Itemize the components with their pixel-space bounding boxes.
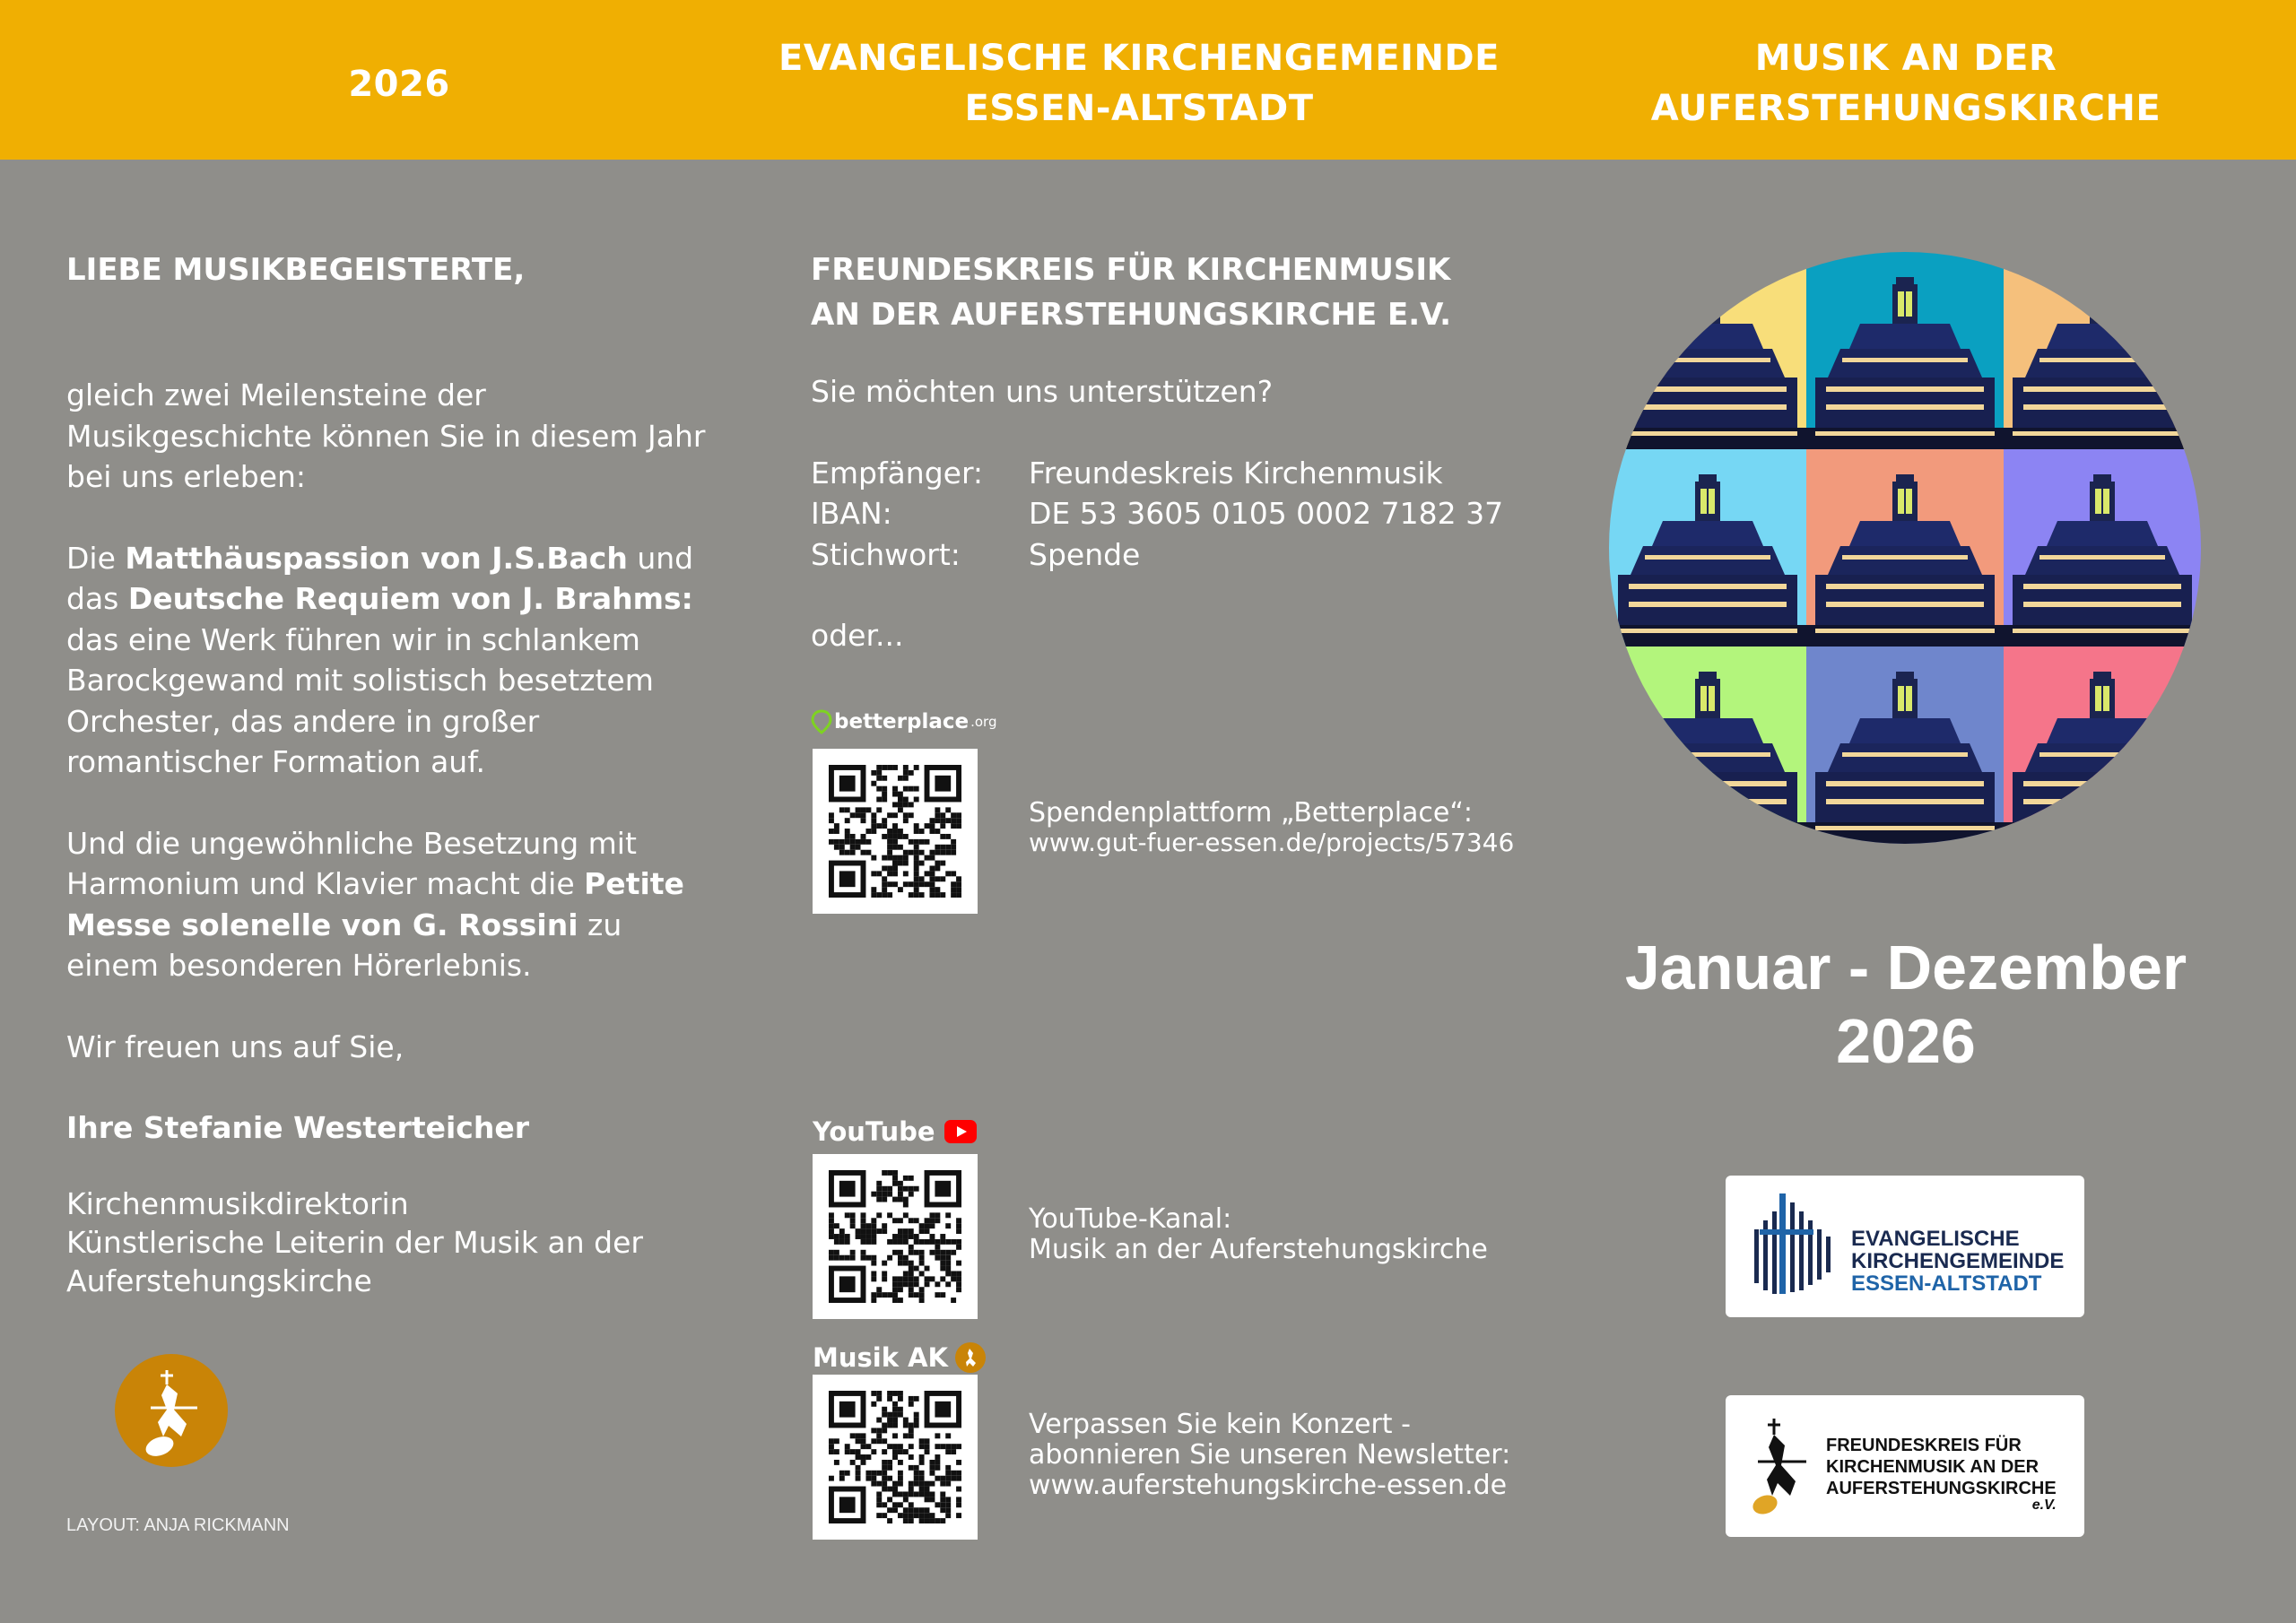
- bank-label: Stichwort:: [811, 536, 961, 572]
- qr-code-icon: [829, 1170, 961, 1303]
- header-parish: [771, 33, 1507, 134]
- support-question: Sie möchten uns unterstützen?: [811, 374, 1274, 409]
- works-paragraph: [66, 538, 712, 783]
- betterplace-info: [1029, 798, 1514, 857]
- musician-icon: [115, 1354, 228, 1467]
- church-tile: [2004, 252, 2201, 449]
- church-tower-icon: [2004, 647, 2201, 844]
- church-tile: [1806, 449, 2004, 647]
- qr-code-icon: [829, 1391, 961, 1523]
- freundeskreis-logo-line1: FREUNDESKREIS FÜR: [1826, 1436, 2022, 1455]
- youtube-logo[interactable]: [813, 1114, 977, 1150]
- church-tower-icon: [1609, 647, 1806, 844]
- parish-logo-text: [1851, 1228, 2064, 1295]
- musik-ak-logo[interactable]: [813, 1340, 986, 1376]
- bank-label: Empfänger:: [811, 455, 984, 490]
- rossini-paragraph: [66, 823, 712, 986]
- bank-row-recipient: [811, 453, 1528, 494]
- role-line1: Kirchenmusikdirektorin: [66, 1185, 409, 1221]
- freundeskreis-logo-line4: e.V.: [2031, 1497, 2057, 1513]
- betterplace-title: Spendenplattform „Betterplace“:: [1029, 797, 1474, 829]
- bank-row-iban: [811, 493, 1528, 534]
- header-music-line1: MUSIK AN DER: [1754, 38, 2057, 79]
- betterplace-logo[interactable]: [811, 708, 996, 735]
- church-tile: [1806, 252, 2004, 449]
- brahms-work: Deutsche Requiem von J. Brahms:: [127, 581, 693, 616]
- church-tile: [1806, 647, 2004, 844]
- church-tile: [1609, 449, 1806, 647]
- middle-column: [811, 247, 1528, 656]
- rossini-work: Petite Messe solenelle von G. Rossini: [66, 866, 684, 942]
- parish-logo-line3: ESSEN-ALTSTADT: [1851, 1271, 2042, 1296]
- signature: Ihre Stefanie Westerteicher: [66, 1110, 529, 1145]
- date-range-line1: Januar - Dezember: [1624, 933, 2187, 1002]
- parish-logo-line2: KIRCHENGEMEINDE: [1851, 1249, 2065, 1273]
- church-tile: [2004, 449, 2201, 647]
- newsletter-qr-code[interactable]: [813, 1375, 978, 1540]
- date-range-line2: 2026: [1836, 1006, 1976, 1076]
- greeting-heading: LIEBE MUSIKBEGEISTERTE,: [66, 252, 526, 288]
- newsletter-line1: Verpassen Sie kein Konzert -: [1029, 1409, 1411, 1440]
- header-year: 2026: [348, 64, 450, 105]
- church-tile: [1609, 252, 1806, 449]
- or-text: oder...: [811, 618, 904, 653]
- church-tower-icon: [1609, 449, 1806, 647]
- youtube-title: YouTube-Kanal:: [1029, 1203, 1232, 1235]
- works-text-e: das eine Werk führen wir in schlankem Barockgewand mit solistisch besetztem Orchester, das andere in großer romantischer Formation auf.: [66, 621, 654, 779]
- qr-code-icon: [829, 765, 961, 898]
- friends-heading-line2: AN DER AUFERSTEHUNGSKIRCHE E.V.: [811, 297, 1452, 333]
- church-tower-icon: [2004, 449, 2201, 647]
- youtube-play-icon: [944, 1120, 977, 1143]
- bank-label: IBAN:: [811, 496, 892, 531]
- church-tower-icon: [1806, 252, 2004, 449]
- betterplace-url[interactable]: www.gut-fuer-essen.de/projects/57346: [1029, 828, 1515, 857]
- rossini-text-c: zu einem besonderen Hörerlebnis.: [66, 907, 622, 983]
- role-line2: Künstlerische Leiterin der Musik an der Auferstehungskirche: [66, 1224, 643, 1298]
- bank-row-keyword: [811, 534, 1528, 576]
- freundeskreis-logo-line2: KIRCHENMUSIK AN DER: [1826, 1457, 2039, 1477]
- header-parish-line1: EVANGELISCHE KIRCHENGEMEINDE: [778, 38, 1500, 79]
- church-tile: [1609, 647, 1806, 844]
- musik-ak-wordmark: Musik AK: [813, 1342, 949, 1373]
- header-music-line2: AUFERSTEHUNGSKIRCHE: [1650, 88, 2161, 129]
- intro-paragraph: gleich zwei Meilensteine der Musikgeschichte können Sie in diesem Jahr bei uns erleben:: [66, 378, 706, 494]
- works-text-a: Die: [66, 540, 126, 576]
- freundeskreis-logo-line3: AUFERSTEHUNGSKIRCHE: [1826, 1479, 2057, 1498]
- bank-details: [811, 453, 1528, 576]
- date-range: [1587, 931, 2224, 1078]
- header-music: [1614, 33, 2197, 134]
- betterplace-suffix: .org: [970, 714, 997, 730]
- church-tower-icon: [1609, 252, 1806, 449]
- church-tower-icon: [2004, 252, 2201, 449]
- newsletter-url[interactable]: www.auferstehungskirche-essen.de: [1029, 1470, 1508, 1501]
- freundeskreis-circle-logo: [115, 1354, 228, 1467]
- location-pin-icon: [811, 709, 832, 734]
- betterplace-wordmark: betterplace: [834, 710, 970, 733]
- closing-line: Wir freuen uns auf Sie,: [66, 1028, 404, 1064]
- friends-heading-line1: FREUNDESKREIS FÜR KIRCHENMUSIK: [811, 252, 1451, 288]
- freundeskreis-logo: [1726, 1395, 2084, 1537]
- works-text-c: und das: [66, 540, 694, 616]
- header-parish-line2: ESSEN-ALTSTADT: [964, 88, 1314, 129]
- church-collage-circle: [1609, 252, 2201, 844]
- rossini-text-a: Und die ungewöhnliche Besetzung mit Harmonium und Klavier macht die: [66, 825, 637, 901]
- parish-logo: [1726, 1176, 2084, 1317]
- newsletter-line2: abonnieren Sie unseren Newsletter:: [1029, 1439, 1511, 1471]
- youtube-wordmark: YouTube: [813, 1116, 935, 1147]
- church-tile: [2004, 647, 2201, 844]
- betterplace-qr-code[interactable]: [813, 749, 978, 914]
- youtube-info: [1029, 1204, 1488, 1265]
- organ-cross-icon: [1752, 1193, 1842, 1301]
- freundeskreis-logo-text: [1826, 1435, 2057, 1512]
- bank-value: Freundeskreis Kirchenmusik: [1029, 455, 1443, 490]
- bank-value: Spende: [1029, 536, 1141, 572]
- youtube-qr-code[interactable]: [813, 1154, 978, 1319]
- musician-icon: [955, 1342, 986, 1373]
- youtube-channel[interactable]: Musik an der Auferstehungskirche: [1029, 1234, 1488, 1265]
- left-column: [66, 247, 712, 1300]
- church-tower-icon: [1806, 647, 2004, 844]
- church-tower-icon: [1806, 449, 2004, 647]
- newsletter-info: [1029, 1410, 1510, 1501]
- bank-value: DE 53 3605 0105 0002 7182 37: [1029, 496, 1504, 531]
- musician-icon: [1749, 1415, 1812, 1523]
- bach-work: Matthäuspassion von J.S.Bach: [125, 540, 628, 576]
- layout-credit: LAYOUT: ANJA RICKMANN: [66, 1515, 290, 1535]
- church-tiles-grid: [1609, 252, 2201, 844]
- parish-logo-line1: EVANGELISCHE: [1851, 1227, 2020, 1251]
